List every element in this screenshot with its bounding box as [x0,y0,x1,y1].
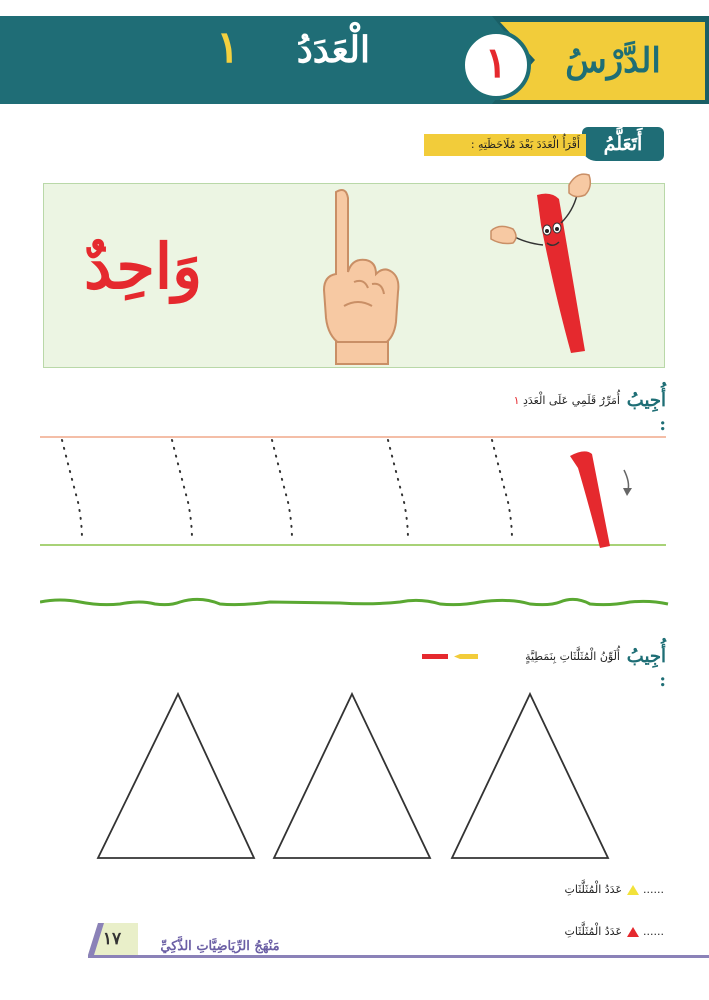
triangle-shape[interactable] [452,694,608,858]
lesson-number: ١ [484,38,508,87]
page-number: ١٧ [102,929,122,949]
page-title: الْعَدَدُ [296,29,370,71]
cartoon-digit-one-icon [485,165,610,355]
lesson-label: الدَّرْسُ [565,41,661,81]
hand-one-finger-icon [318,186,404,366]
tracing-area [40,432,670,552]
yellow-triangle-icon [626,884,640,896]
crayons-icon [418,651,480,663]
answer-label: أُجِيبُ : [626,390,666,435]
count-blank[interactable]: ...... [643,925,664,938]
number-word: وَاحِدٌ [83,230,203,303]
triangles-group [90,688,630,863]
color-instruction: أُلَوِّنُ الْمُثَلَّثَاتِ بِنَمَطِيَّةٍ [525,650,620,663]
trace-instruction [420,391,620,411]
trace-dotted-one[interactable] [492,440,512,540]
red-count-row [534,922,664,942]
count-label: عَدَدُ الْمُثَلَّثَاتِ [564,925,623,938]
triangle-shape[interactable] [98,694,254,858]
count-blank[interactable]: ...... [643,883,664,896]
footer-brand: مَنْهَجُ الرِّيَاضِيَّاتِ الذَّكِيِّ [160,939,280,954]
triangle-shape[interactable] [274,694,430,858]
answer-label: أُجِيبُ : [626,646,666,691]
learn-tag-label: أَتَعَلَّمُ [603,133,643,155]
trace-instruction-number: ١ [513,394,520,407]
section-divider [40,592,670,614]
trace-dotted-one[interactable] [388,440,408,540]
red-triangle-icon [626,926,640,938]
model-digit-one [570,451,610,548]
trace-dotted-one[interactable] [172,440,192,540]
arrow-down-icon [624,470,629,490]
count-label: عَدَدُ الْمُثَلَّثَاتِ [564,883,623,896]
trace-instruction-text: أُمَرِّرُ قَلَمِي عَلَى الْعَدَدِ [522,394,620,407]
trace-dotted-one[interactable] [62,440,82,540]
page-title-number: ١ [216,22,240,73]
learn-instruction: أَقْرَأُ الْعَدَدَ بَعْدَ مُلَاحَظَتِهِ : [470,138,580,151]
trace-dotted-one[interactable] [272,440,292,540]
yellow-count-row [534,880,664,900]
